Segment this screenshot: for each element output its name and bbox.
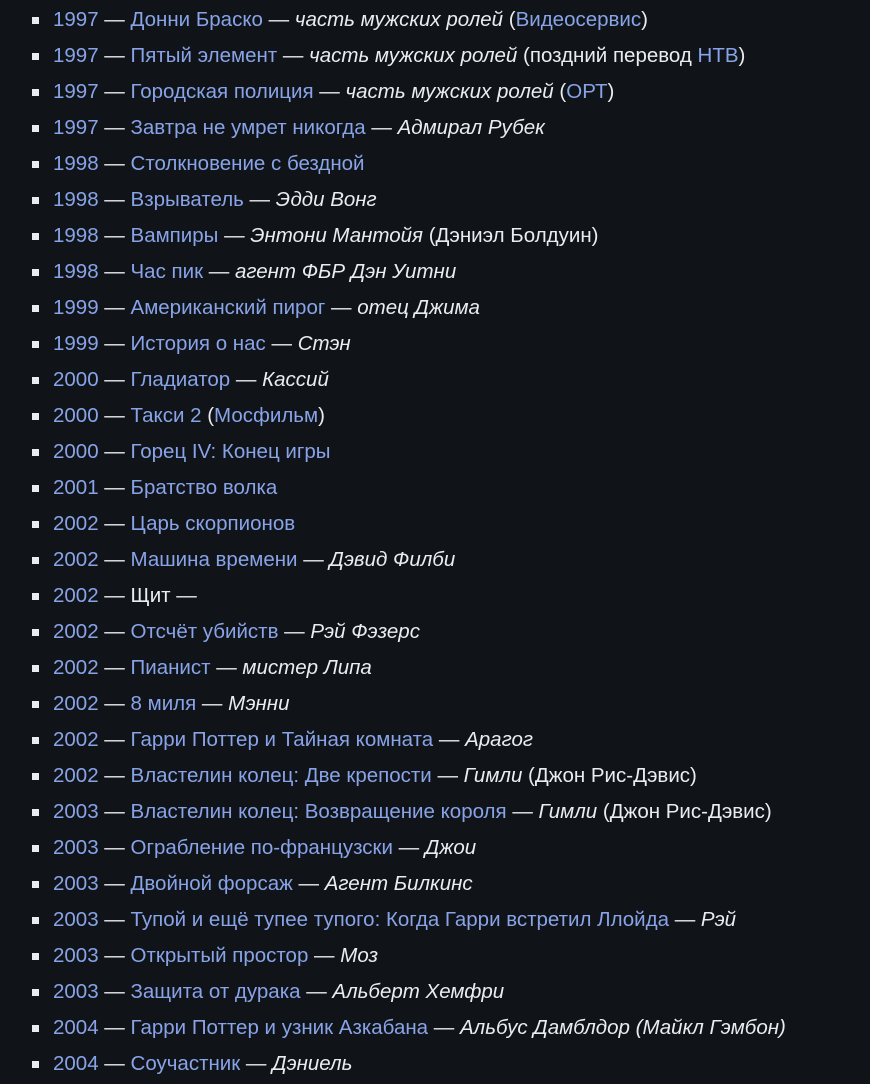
list-item xyxy=(0,40,870,76)
film-title-link[interactable]: Защита от дурака xyxy=(130,980,301,1003)
separator: — xyxy=(98,656,131,679)
bullet-icon xyxy=(32,1061,39,1068)
film-title-link[interactable]: Завтра не умрет никогда xyxy=(130,116,366,139)
role-text: Арагог xyxy=(465,728,533,751)
bullet-icon xyxy=(32,449,39,456)
year-link[interactable]: 1999 xyxy=(53,332,99,355)
year-link[interactable]: 2002 xyxy=(53,620,99,643)
list-item xyxy=(0,76,870,112)
separator: — xyxy=(265,332,298,355)
note-text: ( xyxy=(201,404,215,427)
separator: — xyxy=(98,224,131,247)
separator: — xyxy=(433,728,466,751)
note-close: ) xyxy=(641,8,648,31)
film-title-link[interactable]: Машина времени xyxy=(130,548,298,571)
role-text: Гимли xyxy=(463,764,523,787)
separator: — xyxy=(98,188,131,211)
list-item xyxy=(0,796,870,832)
role-text: агент ФБР Дэн Уитни xyxy=(234,260,457,283)
separator: — xyxy=(297,548,330,571)
separator: — xyxy=(98,836,131,859)
year-link[interactable]: 2002 xyxy=(53,656,99,679)
separator: — xyxy=(98,872,131,895)
year-link[interactable]: 2002 xyxy=(53,512,99,535)
bullet-icon xyxy=(32,53,39,60)
separator: — xyxy=(98,584,131,607)
note-text: ( xyxy=(553,80,567,103)
note-text: Щит — xyxy=(130,584,197,607)
list-item xyxy=(0,616,870,652)
film-title-link[interactable]: Ограбление по-французски xyxy=(130,836,393,859)
list-item xyxy=(0,472,870,508)
film-title-link[interactable]: Братство волка xyxy=(130,476,278,499)
bullet-icon xyxy=(32,737,39,744)
list-item xyxy=(0,184,870,220)
bullet-icon xyxy=(32,557,39,564)
note-text: (поздний перевод xyxy=(517,44,698,67)
dub-studio-link[interactable]: Видеосервис xyxy=(515,8,642,31)
role-text: Рэй xyxy=(700,908,737,931)
separator: — xyxy=(308,944,341,967)
film-title-link[interactable]: Горец IV: Конец игры xyxy=(130,440,331,463)
list-item xyxy=(0,976,870,1012)
separator: — xyxy=(196,692,229,715)
separator: — xyxy=(98,728,131,751)
note-text: (Дэниэл Болдуин) xyxy=(423,224,599,247)
bullet-icon xyxy=(32,197,39,204)
year-link[interactable]: 1997 xyxy=(53,116,99,139)
role-text: Кассий xyxy=(262,368,329,391)
bullet-icon xyxy=(32,161,39,168)
separator: — xyxy=(278,620,311,643)
bullet-icon xyxy=(32,881,39,888)
year-link[interactable]: 2000 xyxy=(53,440,99,463)
separator: — xyxy=(98,8,131,31)
bullet-icon xyxy=(32,305,39,312)
separator: — xyxy=(431,764,464,787)
separator: — xyxy=(277,44,310,67)
separator: — xyxy=(300,980,333,1003)
list-item xyxy=(0,940,870,976)
separator: — xyxy=(240,1052,273,1075)
separator: — xyxy=(98,404,131,427)
list-item xyxy=(0,868,870,904)
role-text: Альберт Хемфри xyxy=(332,980,505,1003)
bullet-icon xyxy=(32,413,39,420)
bullet-icon xyxy=(32,809,39,816)
role-text: Джои xyxy=(424,836,477,859)
list-item xyxy=(0,112,870,148)
film-title-link[interactable]: Час пик xyxy=(130,260,204,283)
separator: — xyxy=(98,80,131,103)
year-link[interactable]: 1997 xyxy=(53,44,99,67)
bullet-icon xyxy=(32,1025,39,1032)
role-text: Агент Билкинс xyxy=(324,872,473,895)
film-title-link[interactable]: Гладиатор xyxy=(130,368,231,391)
film-title-link[interactable]: Такси 2 xyxy=(130,404,202,427)
separator: — xyxy=(203,260,235,283)
year-link[interactable]: 1998 xyxy=(53,260,99,283)
list-item xyxy=(0,400,870,436)
dub-studio-link[interactable]: НТВ xyxy=(697,44,739,67)
film-title-link[interactable]: Открытый простор xyxy=(130,944,309,967)
year-link[interactable]: 1997 xyxy=(53,80,99,103)
separator: — xyxy=(210,656,243,679)
year-link[interactable]: 2003 xyxy=(53,908,99,931)
list-item xyxy=(0,1012,870,1048)
separator: — xyxy=(392,836,425,859)
film-title-link[interactable]: Столкновение с бездной xyxy=(130,152,365,175)
year-link[interactable]: 1997 xyxy=(53,8,99,31)
separator: — xyxy=(98,44,131,67)
separator: — xyxy=(98,692,131,715)
list-item xyxy=(0,724,870,760)
note-text: (Джон Рис-Дэвис) xyxy=(597,800,772,823)
separator: — xyxy=(98,476,131,499)
list-item xyxy=(0,436,870,472)
separator: — xyxy=(98,944,131,967)
list-item xyxy=(0,1048,870,1084)
bullet-icon xyxy=(32,485,39,492)
note-close: ) xyxy=(318,404,325,427)
list-item xyxy=(0,580,870,616)
role-text: часть мужских ролей xyxy=(345,80,554,103)
separator: — xyxy=(98,1052,131,1075)
dub-studio-link[interactable]: ОРТ xyxy=(566,80,608,103)
year-link[interactable]: 2003 xyxy=(53,872,99,895)
film-title-link[interactable]: Взрыватель xyxy=(130,188,244,211)
separator: — xyxy=(292,872,325,895)
year-link[interactable]: 2002 xyxy=(53,764,99,787)
year-link[interactable]: 2003 xyxy=(53,836,99,859)
year-link[interactable]: 1998 xyxy=(53,152,99,175)
note-close: ) xyxy=(738,44,746,67)
separator: — xyxy=(98,260,131,283)
role-text: Альбус Дамблдор (Майкл Гэмбон) xyxy=(459,1016,786,1039)
year-link[interactable]: 2002 xyxy=(53,728,99,751)
role-text: Гимли xyxy=(538,800,598,823)
separator: — xyxy=(98,800,131,823)
bullet-icon xyxy=(32,125,39,132)
year-link[interactable]: 2004 xyxy=(53,1016,99,1039)
separator: — xyxy=(325,296,358,319)
film-title-link[interactable]: Вампиры xyxy=(130,224,219,247)
bullet-icon xyxy=(32,665,39,672)
separator: — xyxy=(365,116,398,139)
separator: — xyxy=(98,980,131,1003)
separator: — xyxy=(218,224,251,247)
film-title-link[interactable]: Пианист xyxy=(130,656,211,679)
year-link[interactable]: 2003 xyxy=(53,944,99,967)
role-text: Рэй Фэзерс xyxy=(310,620,420,643)
film-title-link[interactable]: Соучастник xyxy=(130,1052,241,1075)
list-item xyxy=(0,508,870,544)
list-item xyxy=(0,688,870,724)
year-link[interactable]: 2004 xyxy=(53,1052,99,1075)
separator: — xyxy=(243,188,276,211)
role-text: Эдди Вонг xyxy=(275,188,377,211)
separator: — xyxy=(98,332,131,355)
film-title-link[interactable]: Властелин колец: Две крепости xyxy=(130,764,432,787)
list-item xyxy=(0,220,870,256)
year-link[interactable]: 2003 xyxy=(53,980,99,1003)
list-item xyxy=(0,832,870,868)
bullet-icon xyxy=(32,377,39,384)
bullet-icon xyxy=(32,89,39,96)
list-item xyxy=(0,760,870,796)
bullet-icon xyxy=(32,773,39,780)
year-link[interactable]: 2002 xyxy=(53,584,99,607)
dub-studio-link[interactable]: Мосфильм xyxy=(214,404,319,427)
bullet-icon xyxy=(32,845,39,852)
separator: — xyxy=(98,440,131,463)
separator: — xyxy=(262,8,295,31)
role-text: Энтони Мантойя xyxy=(250,224,423,247)
separator: — xyxy=(230,368,263,391)
film-title-link[interactable]: Городская полиция xyxy=(130,80,314,103)
bullet-icon xyxy=(32,341,39,348)
list-item xyxy=(0,904,870,940)
year-link[interactable]: 1998 xyxy=(53,224,99,247)
year-link[interactable]: 2001 xyxy=(53,476,99,499)
note-close: ) xyxy=(607,80,615,103)
separator: — xyxy=(98,512,131,535)
list-item xyxy=(0,544,870,580)
list-item xyxy=(0,292,870,328)
note-text: ( xyxy=(503,8,516,31)
separator: — xyxy=(98,620,131,643)
year-link[interactable]: 1999 xyxy=(53,296,99,319)
film-title-link[interactable]: Гарри Поттер и Тайная комната xyxy=(130,728,434,751)
bullet-icon xyxy=(32,17,39,24)
bullet-icon xyxy=(32,629,39,636)
role-text: Мэнни xyxy=(228,692,290,715)
separator: — xyxy=(98,152,131,175)
list-item xyxy=(0,328,870,364)
year-link[interactable]: 2002 xyxy=(53,548,99,571)
bullet-icon xyxy=(32,989,39,996)
role-text: Адмирал Рубек xyxy=(397,116,545,139)
film-title-link[interactable]: Властелин колец: Возвращение короля xyxy=(130,800,507,823)
list-item xyxy=(0,652,870,688)
year-link[interactable]: 2000 xyxy=(53,404,99,427)
year-link[interactable]: 2002 xyxy=(53,692,99,715)
role-text: Моз xyxy=(340,944,379,967)
film-title-link[interactable]: Донни Браско xyxy=(130,8,263,31)
separator: — xyxy=(506,800,539,823)
role-text: мистер Липа xyxy=(242,656,372,679)
bullet-icon xyxy=(32,593,39,600)
separator: — xyxy=(98,1016,131,1039)
film-title-link[interactable]: Гарри Поттер и узник Азкабана xyxy=(130,1016,429,1039)
film-title-link[interactable]: Пятый элемент xyxy=(130,44,278,67)
bullet-icon xyxy=(32,917,39,924)
note-text: (Джон Рис-Дэвис) xyxy=(522,764,697,787)
bullet-icon xyxy=(32,233,39,240)
separator: — xyxy=(98,116,131,139)
film-title-link[interactable]: Отсчёт убийств xyxy=(130,620,279,643)
separator: — xyxy=(669,908,701,931)
separator: — xyxy=(428,1016,460,1039)
bullet-icon xyxy=(32,269,39,276)
bullet-icon xyxy=(32,701,39,708)
year-link[interactable]: 2003 xyxy=(53,800,99,823)
list-item xyxy=(0,148,870,184)
role-text: Дэниель xyxy=(272,1052,353,1075)
separator: — xyxy=(98,296,131,319)
separator: — xyxy=(98,908,131,931)
separator: — xyxy=(313,80,346,103)
film-title-link[interactable]: История о нас xyxy=(130,332,266,355)
bullet-icon xyxy=(32,521,39,528)
role-text: часть мужских ролей xyxy=(309,44,518,67)
list-item xyxy=(0,4,870,40)
separator: — xyxy=(98,548,131,571)
list-item xyxy=(0,364,870,400)
year-link[interactable]: 2000 xyxy=(53,368,99,391)
role-text: Стэн xyxy=(297,332,351,355)
list-item xyxy=(0,256,870,292)
film-title-link[interactable]: Американский пирог xyxy=(130,296,326,319)
separator: — xyxy=(98,764,131,787)
film-title-link[interactable]: 8 миля xyxy=(130,692,197,715)
role-text: часть мужских ролей xyxy=(294,8,504,31)
film-title-link[interactable]: Тупой и ещё тупее тупого: Когда Гарри встретил Ллойда xyxy=(130,908,669,931)
role-text: отец Джима xyxy=(357,296,480,319)
year-link[interactable]: 1998 xyxy=(53,188,99,211)
film-title-link[interactable]: Царь скорпионов xyxy=(130,512,296,535)
separator: — xyxy=(98,368,131,391)
role-text: Дэвид Филби xyxy=(329,548,456,571)
film-title-link[interactable]: Двойной форсаж xyxy=(130,872,293,895)
bullet-icon xyxy=(32,953,39,960)
